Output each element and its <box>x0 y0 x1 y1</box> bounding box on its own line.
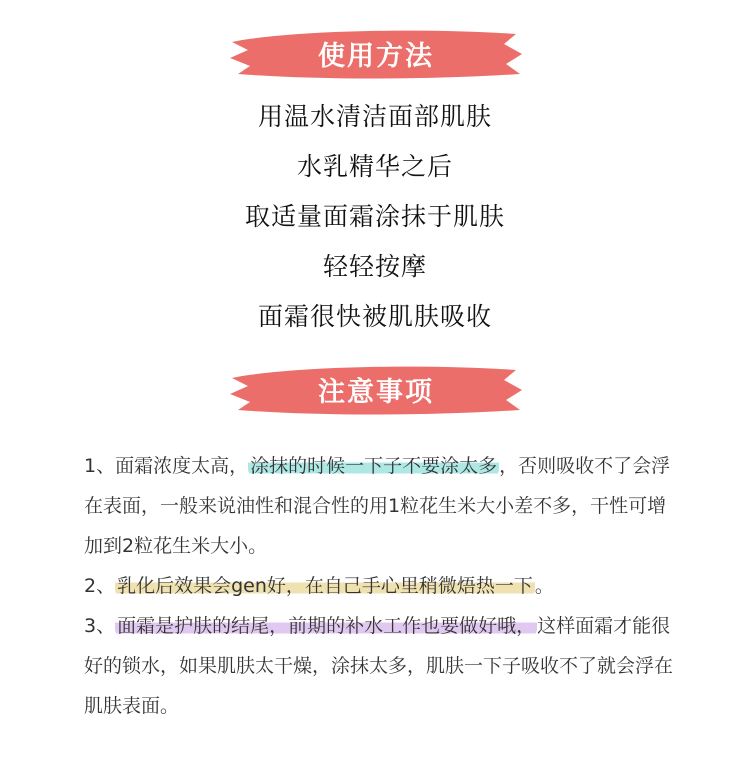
note-2-suffix: 。 <box>534 575 554 597</box>
note-item-2 <box>84 566 684 606</box>
notes-section <box>84 446 684 726</box>
note-3-highlight: 面霜是护肤的结尾，前期的补水工作也要做好哦， <box>117 615 536 637</box>
note-1-prefix: 1、面霜浓度太高， <box>84 455 249 477</box>
note-3-prefix: 3、 <box>84 615 116 637</box>
note-2-highlight: 乳化后效果会gen好，在自己手心里稍微焐热一下 <box>117 575 533 597</box>
notes-title: 注意事项 <box>318 376 434 408</box>
usage-title: 使用方法 <box>318 40 434 72</box>
note-3-suffix: 这样面霜才能很好的锁水，如果肌肤太干燥，涂抹太多，肌肤一下子吸收不了就会浮在肌肤表面。 <box>84 615 674 717</box>
note-1-highlight: 涂抹的时候一下子不要涂太多 <box>250 455 498 477</box>
usage-step: 轻轻按摩 <box>322 252 427 281</box>
usage-steps-list <box>0 96 750 346</box>
note-item-1 <box>84 446 684 566</box>
usage-step: 水乳精华之后 <box>296 152 453 181</box>
usage-step: 面霜很快被肌肤吸收 <box>257 302 492 331</box>
note-item-3 <box>84 606 684 726</box>
usage-step: 用温水清洁面部肌肤 <box>257 102 492 131</box>
notes-title-banner <box>228 360 524 418</box>
usage-step: 取适量面霜涂抹于肌肤 <box>244 202 505 231</box>
note-2-prefix: 2、 <box>84 575 116 597</box>
usage-title-banner <box>228 24 524 82</box>
note-1-suffix: ，否则吸收不了会浮在表面，一般来说油性和混合性的用1粒花生米大小差不多，干性可增加到2粒花生米大小。 <box>84 455 671 557</box>
